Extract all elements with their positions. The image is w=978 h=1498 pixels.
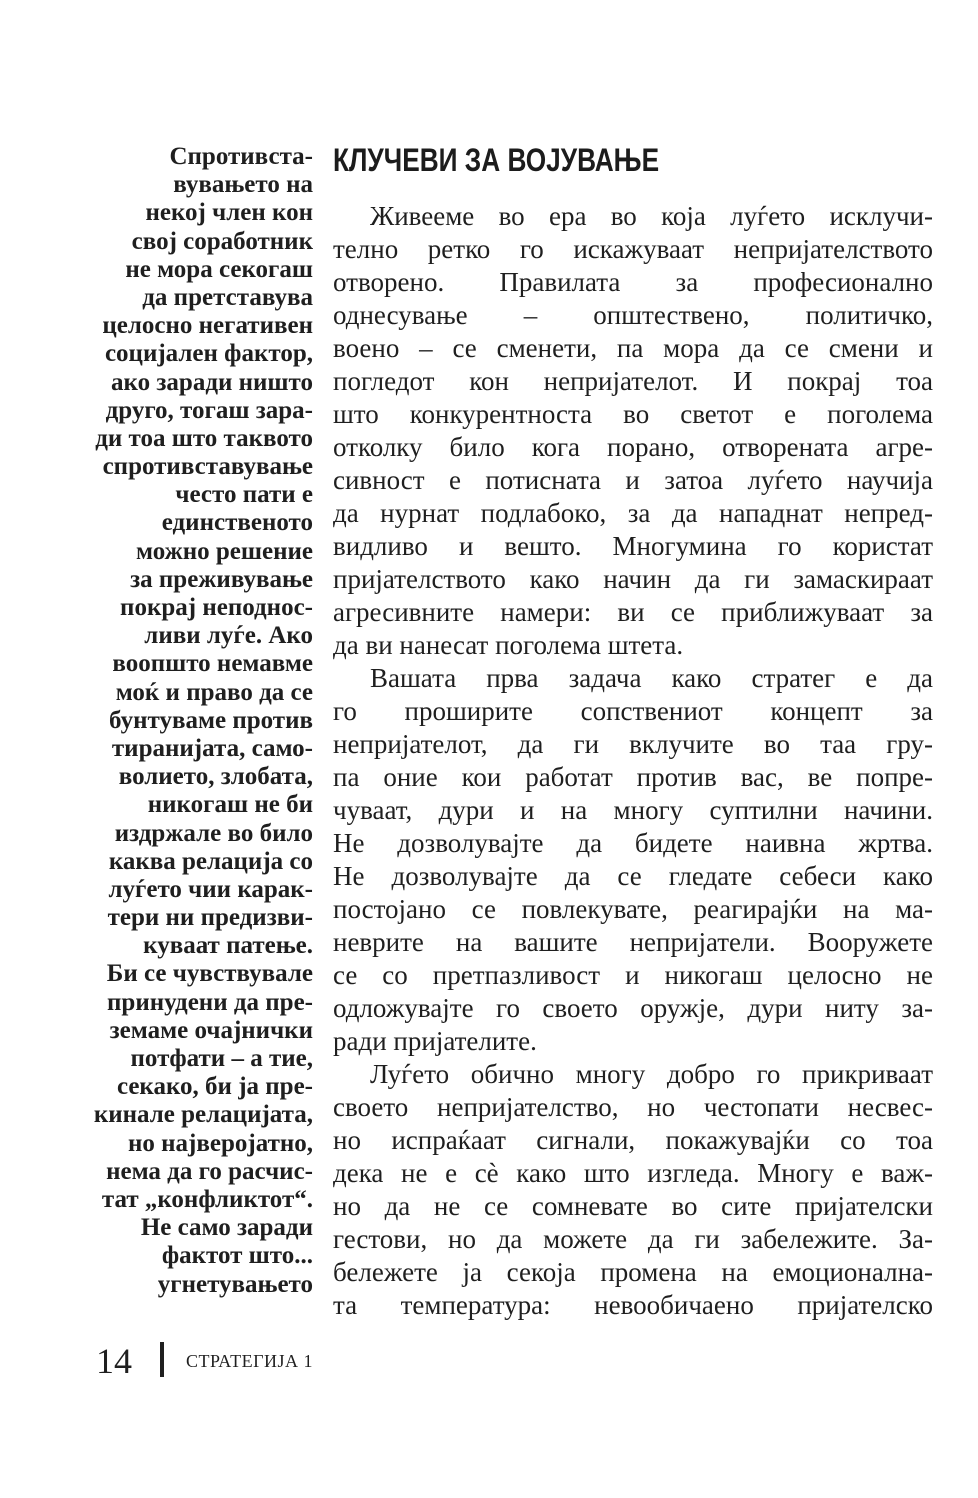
margin-note-line: но најверојатно, <box>128 1129 313 1157</box>
margin-note-line: угнетувањето <box>157 1270 313 1298</box>
text-line: пријателството како начин да ги замаскираат <box>333 564 933 594</box>
text-line: Живееме во ера во која луѓето исклучи- <box>370 201 933 231</box>
margin-note-line: луѓето чии карак- <box>108 875 313 903</box>
text-line: но да не се сомневате во сите пријателски <box>333 1191 933 1221</box>
margin-note-line: Не само заради <box>140 1214 313 1242</box>
chapter-heading-text: КЛУЧЕВИ ЗА ВОЈУВАЊЕ <box>333 142 660 178</box>
text-line: да ви нанесат поголема штета. <box>333 630 684 660</box>
margin-note-line: потфати – а тие, <box>130 1045 313 1072</box>
paragraph <box>333 1058 933 1322</box>
text-line: погледот кон непријателот. И покрај тоа <box>333 366 933 396</box>
margin-note-line: покрај неподнос- <box>120 594 313 621</box>
text-line: па оние кои работат против вас, ве попре- <box>333 762 933 792</box>
paragraph <box>333 200 933 662</box>
margin-note-line: моќ и право да се <box>115 678 313 706</box>
margin-note-line: воопшто немавме <box>112 650 313 678</box>
body-text <box>333 200 933 1322</box>
margin-note-line: волието, злобата, <box>118 763 313 791</box>
margin-note-line: принудени да пре- <box>107 988 313 1016</box>
margin-note-line: единственото <box>161 509 313 537</box>
margin-note-line: ливи луѓе. Ако <box>144 622 313 650</box>
margin-note-line: ди тоа што таквото <box>95 424 313 452</box>
text-line: дека не е сѐ како што изгледа. Многу е важ- <box>333 1158 933 1188</box>
margin-note-line: тат „конфликтот“. <box>101 1185 313 1213</box>
text-line: Луѓето обично многу добро го прикриваат <box>370 1059 933 1089</box>
text-line: што конкурентноста во светот е поголема <box>333 399 933 429</box>
text-line: телно ретко го искажуваат непријателството <box>333 234 933 264</box>
margin-note-line: за преживување <box>130 565 313 593</box>
margin-note-line: издржале во било <box>114 819 313 847</box>
margin-note-line: Би се чувствувале <box>106 960 313 988</box>
text-line: неврите на вашите непријатели. Вооружете <box>333 927 933 957</box>
text-line: но испраќаат сигнали, покажувајќи со тоа <box>333 1125 933 1155</box>
margin-note-line: секако, би ја пре- <box>116 1073 313 1101</box>
text-line: воено – се сменети, па мора да се смени и <box>333 333 933 363</box>
margin-note-line: Спротивста- <box>169 143 313 170</box>
margin-note-line: друго, тогаш зара- <box>105 396 313 424</box>
paragraph <box>333 662 933 1058</box>
margin-note-line: тиранијата, само- <box>111 734 313 762</box>
text-line: сивност е потисната и затоа луѓето научија <box>333 465 933 495</box>
margin-note-line: бунтуваме против <box>109 706 313 734</box>
text-line: видливо и вешто. Многумина го користат <box>333 531 933 561</box>
text-line: однесување – општествено, политичко, <box>333 300 933 330</box>
margin-note <box>93 143 313 1299</box>
margin-note-line: тери ни предизви- <box>107 904 313 932</box>
text-line: гестови, но да можете да ги забележите. За- <box>333 1224 933 1254</box>
margin-note-line: не мора секогаш <box>125 255 313 283</box>
margin-note-line: можно решение <box>136 537 313 565</box>
footer-divider <box>160 1342 164 1377</box>
margin-note-line: некој член кон <box>145 199 313 227</box>
text-line: агресивните намери: ви се приближуваат за <box>333 597 933 627</box>
margin-note-line: нема да го расчис- <box>106 1157 313 1185</box>
margin-note-line: земаме очајнички <box>109 1016 313 1044</box>
margin-note-line: кинале релацијата, <box>93 1101 313 1129</box>
text-line: непријателот, да ги вклучите во таа гру- <box>333 729 933 759</box>
text-line: отколку било кога порано, отворената агре- <box>333 432 933 462</box>
margin-note-line: свој соработник <box>131 227 313 255</box>
text-line: постојано се повлекувате, реагирајќи на ма- <box>333 894 933 924</box>
text-line: да нурнат подлабоко, за да нападнат непред- <box>333 498 933 528</box>
margin-note-line: целосно негативен <box>102 312 313 340</box>
text-line: Не дозволувајте да се гледате себеси како <box>333 861 933 891</box>
chapter-heading <box>333 142 933 178</box>
margin-note-line: каква релација со <box>108 847 313 875</box>
margin-note-line: ако заради ништо <box>111 368 313 396</box>
text-line: го проширите сопствениот концепт за <box>333 696 933 726</box>
text-line: чуваат, дури и на многу суптилни начини. <box>333 795 933 825</box>
running-title: СТРАТЕГИЈА 1 <box>186 1351 314 1371</box>
text-line: одложувајте го своето оружје, дури ниту за- <box>333 993 933 1023</box>
text-line: Не дозволувајте да бидете наивна жртва. <box>333 828 933 858</box>
article <box>333 142 933 1322</box>
margin-note-line: куваат патење. <box>143 932 313 960</box>
margin-note-line: никогаш не би <box>147 791 313 819</box>
text-line: бележете ја секоја промена на емоционална- <box>333 1257 933 1287</box>
text-line: своето непријателство, но честопати несвес- <box>333 1092 933 1122</box>
text-line: се со претпазливост и никогаш целосно не <box>333 960 933 990</box>
margin-note-line: да претставува <box>142 283 313 311</box>
margin-note-line: често пати е <box>175 481 313 509</box>
page-number: 14 <box>96 1341 132 1381</box>
margin-note-line: вувањето на <box>173 171 313 199</box>
margin-note-line: фактот што... <box>161 1242 313 1270</box>
margin-note-line: спротивставување <box>102 453 313 481</box>
text-line: Вашата прва задача како стратег е да <box>370 663 933 693</box>
text-line: ради пријателите. <box>333 1026 537 1056</box>
text-line: отворено. Правилата за професионално <box>333 267 933 297</box>
text-line: та температура: невообичаено пријателско <box>333 1290 933 1320</box>
margin-note-line: социјален фактор, <box>104 340 313 368</box>
